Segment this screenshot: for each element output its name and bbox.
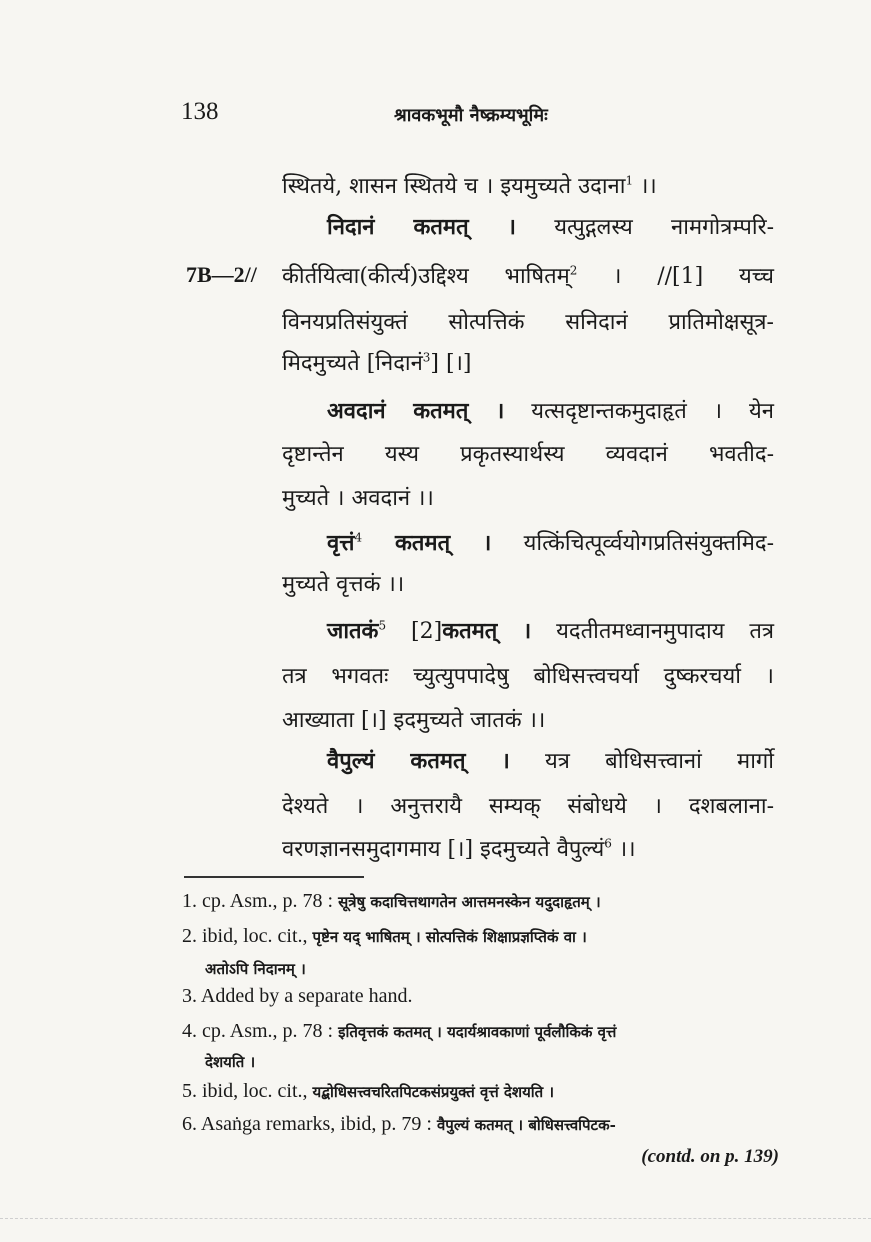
footnote-1: 1. cp. Asm., p. 78 : सूत्रेषु कदाचित्तथागतेन आत्तमनस्केन यदुदाहृतम् ।	[182, 890, 601, 912]
section-heading-avadana: अवदानं कतमत् ।	[327, 398, 505, 424]
text-line: अवदानं कतमत् । यत्सदृष्टान्तकमुदाहृतं । येन	[282, 395, 774, 425]
page-bottom-edge	[0, 1218, 871, 1219]
margin-marker: 7B—2//	[186, 262, 257, 287]
text-line: आख्याता [।] इदमुच्यते जातकं ।।	[282, 708, 546, 733]
text-line: देश्यते । अनुत्तरायै सम्यक् संबोधये । दशबलाना-	[282, 794, 774, 819]
page-number: 138	[181, 98, 219, 125]
text-line: जातकं$^5$ [2]कतमत् । यदतीतमध्वानमुपादाय तत्र	[282, 615, 774, 645]
footnote-divider	[184, 876, 364, 878]
text-line: मुच्यते । अवदानं ।।	[282, 486, 434, 511]
text-line: वरणज्ञानसमुदागमाय [।] इदमुच्यते वैपुल्यं$^6$ ।।	[282, 836, 636, 862]
text-line: मुच्यते वृत्तकं ।।	[282, 572, 405, 597]
section-heading-jataka: जातकं	[327, 618, 379, 644]
text-line: स्थितये, शासन स्थितये च । इयमुच्यते उदाना$^1$ ।।	[282, 173, 657, 199]
text-line: दृष्टान्तेन यस्य प्रकृतस्यार्थस्य व्यवदानं भवतीद-	[282, 442, 774, 467]
text-line: तत्र भगवतः च्युत्युपपादेषु बोधिसत्त्वचर्या दुष्करचर्या ।	[282, 664, 774, 689]
text-line: वैपुल्यं कतमत् । यत्र बोधिसत्त्वानां मार्गो	[282, 745, 774, 775]
footnote-2: 2. ibid, loc. cit., पृष्टेन यद् भाषितम् । सोत्पत्तिकं शिक्षाप्रज्ञप्तिकं वा ।	[182, 925, 587, 947]
text-line: मिदमुच्यते [निदानं$^3$] [।]	[282, 350, 472, 376]
text-line: निदानं कतमत् । यत्पुद्गलस्य नामगोत्रम्परि-	[282, 211, 774, 241]
section-heading-vrtta: वृत्तं	[327, 530, 355, 556]
footnote-5: 5. ibid, loc. cit., यद्बोधिसत्त्वचरितपिटकसंप्रयुक्तं वृत्तं देशयति ।	[182, 1080, 555, 1102]
footnote-4-continuation: देशयति ।	[205, 1053, 256, 1071]
section-heading-vaipulya: वैपुल्यं कतमत् ।	[327, 748, 510, 774]
footnote-2-continuation: अतोऽपि निदानम् ।	[205, 960, 306, 978]
continuation-note: (contd. on p. 139)	[641, 1146, 779, 1167]
footnote-3: 3. Added by a separate hand.	[182, 985, 413, 1007]
footnote-6: 6. Asaṅga remarks, ibid, p. 79 : वैपुल्यं कतमत् । बोधिसत्त्वपिटक-	[182, 1113, 616, 1135]
running-title: श्रावकभूमौ नैष्क्रम्यभूमिः	[394, 105, 548, 126]
text-line: विनयप्रतिसंयुक्तं सोत्पत्तिकं सनिदानं प्रातिमोक्षसूत्र-	[282, 310, 774, 335]
section-heading-nidana: निदानं कतमत् ।	[327, 214, 516, 240]
text-line: वृत्तं$^4$ कतमत् । यत्किंचित्पूर्व्वयोगप्रतिसंयुक्तमिद-	[282, 527, 774, 557]
text-line: कीर्तयित्वा(कीर्त्य)उद्दिश्य भाषितम्$^2$ । //[1] यच्च	[282, 263, 774, 289]
footnote-4: 4. cp. Asm., p. 78 : इतिवृत्तकं कतमत् । यदार्यश्रावकाणां पूर्वलौकिकं वृत्तं	[182, 1020, 617, 1042]
